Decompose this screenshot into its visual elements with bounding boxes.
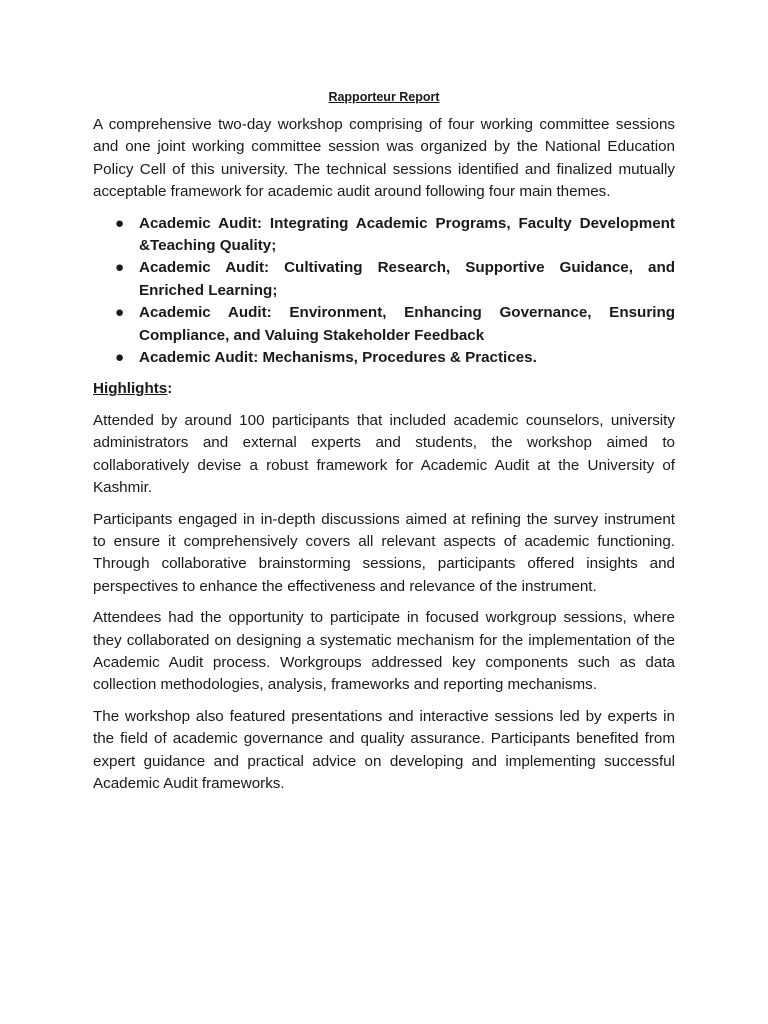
theme-item — [93, 347, 675, 369]
highlights-heading — [93, 378, 675, 400]
bullet-icon: ● — [115, 259, 125, 277]
bullet-icon: ● — [115, 304, 125, 322]
theme-text: Academic Audit: Cultivating Research, Supportive Guidance, and Enriched Learning; — [139, 259, 675, 299]
bullet-icon: ● — [115, 349, 125, 367]
document-page — [93, 88, 675, 804]
theme-text: Academic Audit: Integrating Academic Programs, Faculty Development &Teaching Quality; — [139, 214, 675, 255]
theme-text: Academic Audit: Environment, Enhancing Governance, Ensuring Compliance, and Valuing Stakeholder Feedback — [139, 304, 675, 344]
highlights-label: Highlights — [93, 380, 168, 398]
highlights-colon: : — [167, 380, 173, 398]
body-paragraph: Attendees had the opportunity to participate in focused workgroup sessions, where they collaborated on designing a systematic mechanism for the implementation of the Academic Audit process. Workgroups addressed key components such as data collection methodologies, analysis, frameworks and reporting mechanisms. — [93, 609, 675, 694]
body-paragraph: Participants engaged in in-depth discussions aimed at refining the survey instrument to ensure it comprehensively covers all relevant aspects of academic functioning. Through collaborative brainstorming sessions, participants offered insights and perspectives to enhance the effectiveness and relevance of the instrument. — [93, 510, 675, 595]
report-title: Rapporteur Report — [328, 90, 440, 104]
theme-item — [93, 213, 675, 258]
bullet-icon: ● — [115, 214, 125, 232]
themes-list — [93, 213, 675, 370]
intro-paragraph: A comprehensive two-day workshop comprising of four working committee sessions and one joint working committee session was organized by the National Education Policy Cell of this university. The technical sessions identified and finalized mutually acceptable framework for academic audit around following four main themes. — [93, 116, 675, 201]
theme-text: Academic Audit: Mechanisms, Procedures & Practices. — [139, 349, 537, 367]
theme-item — [93, 257, 675, 302]
body-paragraph: Attended by around 100 participants that included academic counselors, university administrators and external experts and students, the workshop aimed to collaboratively devise a robust framework for Academic Audit at the University of Kashmir. — [93, 411, 675, 497]
body-paragraph: The workshop also featured presentations and interactive sessions led by experts in the field of academic governance and quality assurance. Participants benefited from expert guidance and practical advice on developing and implementing successful Academic Audit frameworks. — [93, 707, 675, 792]
theme-item — [93, 302, 675, 347]
